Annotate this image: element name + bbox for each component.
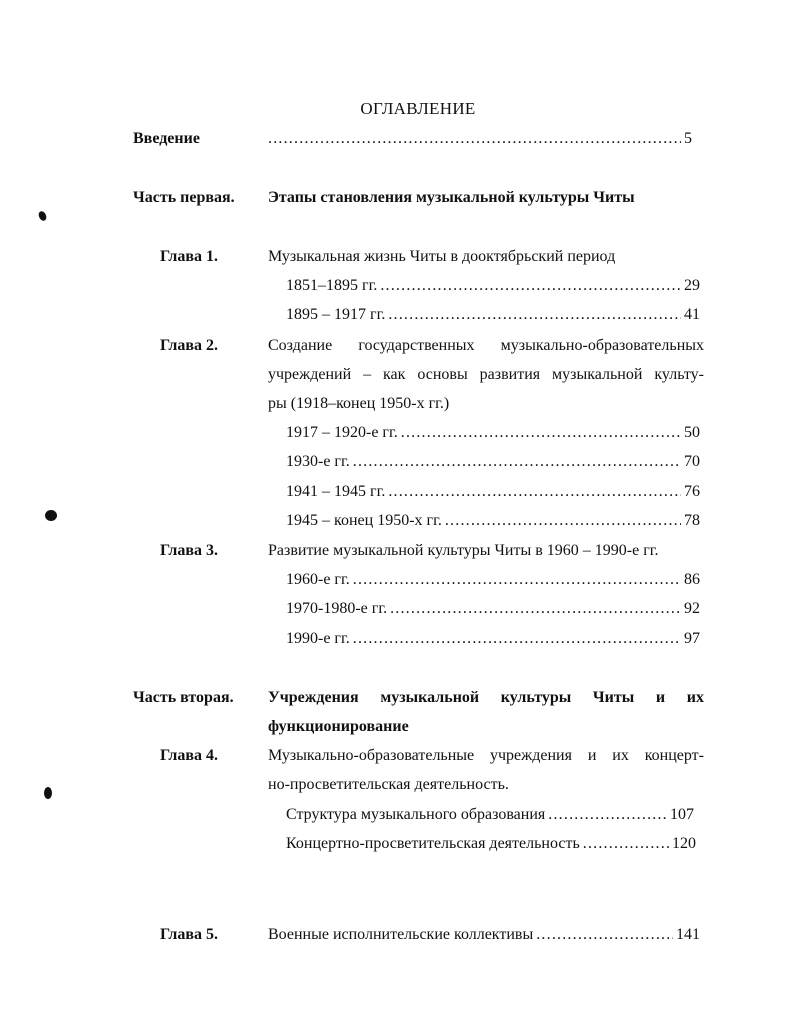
ch4-heading-line-1: Музыкально-образовательные учреждения и их концерт- — [268, 747, 704, 764]
ch1-heading: Музыкальная жизнь Читы в дооктябрьский период — [268, 248, 616, 265]
leader-dots — [353, 629, 681, 649]
ch3-entry-1 — [286, 570, 700, 590]
intro-entry — [268, 129, 692, 149]
page-number: 5 — [684, 130, 692, 147]
leader-dots — [388, 482, 681, 502]
leader-dots — [388, 305, 681, 325]
intro-label: Введение — [133, 130, 200, 147]
part2-heading-line-2: функционирование — [268, 718, 409, 735]
ch3-entry-2 — [286, 599, 700, 619]
ch1-entry-1 — [286, 276, 700, 296]
part2-label: Часть вторая. — [133, 689, 234, 706]
leader-dots — [583, 834, 669, 854]
ch4-label: Глава 4. — [160, 747, 218, 764]
ch1-entry-2 — [286, 305, 700, 325]
entry-label: Концертно-просветительская деятельность — [286, 835, 580, 852]
page-title: ОГЛАВЛЕНИЕ — [360, 99, 476, 118]
entry-label: Структура музыкального образования — [286, 806, 546, 823]
ch5-label: Глава 5. — [160, 926, 218, 943]
page-number: 76 — [684, 483, 700, 500]
page-number: 70 — [684, 453, 700, 470]
page-number: 97 — [684, 630, 700, 647]
page-number: 92 — [684, 600, 700, 617]
entry-label: 1917 – 1920-е гг. — [286, 424, 398, 441]
leader-dots — [536, 925, 673, 945]
ch3-label: Глава 3. — [160, 542, 218, 559]
page-number: 50 — [684, 424, 700, 441]
ch1-label: Глава 1. — [160, 248, 218, 265]
leader-dots — [380, 276, 681, 296]
ch4-entry-2 — [286, 834, 696, 854]
scan-mark — [37, 210, 48, 222]
page-number: 78 — [684, 512, 700, 529]
leader-dots — [401, 423, 681, 443]
leader-dots — [390, 599, 681, 619]
entry-label: Военные исполнительские коллективы — [268, 926, 534, 943]
part1-heading: Этапы становления музыкальной культуры Читы — [268, 189, 635, 206]
ch3-entry-3 — [286, 629, 700, 649]
ch2-entry-2 — [286, 452, 700, 472]
leader-dots — [445, 511, 681, 531]
ch2-entry-1 — [286, 423, 700, 443]
scan-mark — [45, 510, 57, 521]
leader-dots — [353, 570, 681, 590]
entry-label: 1990-е гг. — [286, 630, 350, 647]
entry-label: 1960-е гг. — [286, 571, 350, 588]
ch5-entry — [268, 925, 700, 945]
page-number: 141 — [676, 926, 700, 943]
entry-label: 1970-1980-е гг. — [286, 600, 388, 617]
part2-heading-line-1: Учреждения музыкальной культуры Читы и их — [268, 689, 704, 706]
entry-label: 1895 – 1917 гг. — [286, 306, 386, 323]
ch4-entry-1 — [286, 805, 694, 825]
entry-label: 1930-е гг. — [286, 453, 350, 470]
entry-label: 1945 – конец 1950-х гг. — [286, 512, 442, 529]
entry-label: 1851–1895 гг. — [286, 277, 378, 294]
page-number: 120 — [672, 835, 696, 852]
page-number: 86 — [684, 571, 700, 588]
ch2-heading-line-3: ры (1918–конец 1950-х гг.) — [268, 395, 450, 412]
ch2-heading-line-2: учреждений – как основы развития музыкальной культу- — [268, 366, 704, 383]
leader-dots — [353, 452, 681, 472]
page-number: 41 — [684, 306, 700, 323]
ch2-heading-line-1: Создание государственных музыкально-образовательных — [268, 337, 704, 354]
ch2-entry-3 — [286, 482, 700, 502]
scan-mark — [44, 787, 52, 799]
page-number: 107 — [670, 806, 694, 823]
ch2-label: Глава 2. — [160, 337, 218, 354]
ch2-entry-4 — [286, 511, 700, 531]
leader-dots — [268, 129, 681, 149]
entry-label: 1941 – 1945 гг. — [286, 483, 386, 500]
page-number: 29 — [684, 277, 700, 294]
ch4-heading-line-2: но-просветительская деятельность. — [268, 776, 509, 793]
leader-dots — [548, 805, 667, 825]
ch3-heading: Развитие музыкальной культуры Читы в 1960 – 1990-е гг. — [268, 542, 659, 559]
part1-label: Часть первая. — [133, 189, 235, 206]
